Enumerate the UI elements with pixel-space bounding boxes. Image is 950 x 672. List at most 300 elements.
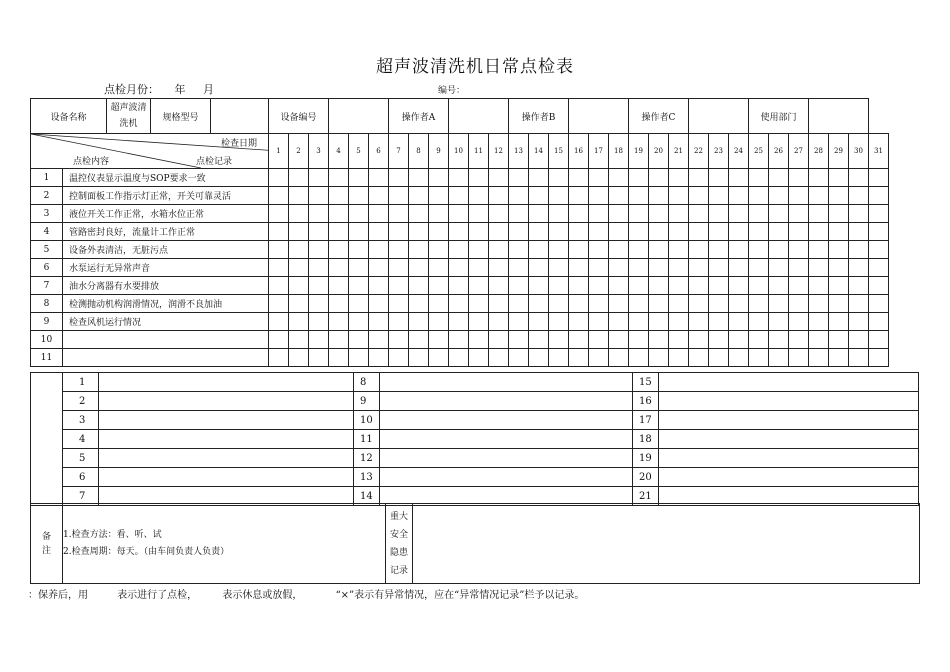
check-cell[interactable] (829, 313, 849, 331)
check-cell[interactable] (289, 331, 309, 349)
check-cell[interactable] (469, 259, 489, 277)
operator-c-value[interactable] (689, 99, 749, 134)
check-cell[interactable] (549, 313, 569, 331)
check-cell[interactable] (349, 349, 369, 367)
check-cell[interactable] (869, 313, 889, 331)
check-cell[interactable] (509, 277, 529, 295)
check-cell[interactable] (729, 295, 749, 313)
check-cell[interactable] (309, 331, 329, 349)
abnormal-record-cell[interactable] (99, 430, 354, 449)
check-cell[interactable] (649, 241, 669, 259)
check-cell[interactable] (649, 205, 669, 223)
check-cell[interactable] (669, 349, 689, 367)
check-cell[interactable] (409, 223, 429, 241)
abnormal-record-cell[interactable] (99, 373, 354, 392)
check-cell[interactable] (729, 313, 749, 331)
check-cell[interactable] (589, 331, 609, 349)
check-cell[interactable] (529, 331, 549, 349)
check-cell[interactable] (529, 295, 549, 313)
check-cell[interactable] (609, 349, 629, 367)
check-cell[interactable] (769, 205, 789, 223)
check-cell[interactable] (469, 223, 489, 241)
check-cell[interactable] (649, 259, 669, 277)
dept-value[interactable] (809, 99, 869, 134)
check-cell[interactable] (349, 205, 369, 223)
check-cell[interactable] (809, 331, 829, 349)
check-cell[interactable] (849, 313, 869, 331)
check-cell[interactable] (389, 205, 409, 223)
check-cell[interactable] (309, 205, 329, 223)
check-cell[interactable] (629, 313, 649, 331)
abnormal-record-cell[interactable] (380, 411, 633, 430)
check-cell[interactable] (389, 223, 409, 241)
check-cell[interactable] (489, 295, 509, 313)
check-cell[interactable] (549, 277, 569, 295)
check-cell[interactable] (269, 205, 289, 223)
abnormal-record-cell[interactable] (380, 468, 633, 487)
check-cell[interactable] (509, 259, 529, 277)
check-cell[interactable] (409, 313, 429, 331)
check-cell[interactable] (809, 295, 829, 313)
check-cell[interactable] (689, 205, 709, 223)
check-cell[interactable] (309, 223, 329, 241)
check-cell[interactable] (309, 259, 329, 277)
check-cell[interactable] (549, 295, 569, 313)
check-cell[interactable] (269, 187, 289, 205)
check-cell[interactable] (509, 331, 529, 349)
abnormal-record-cell[interactable] (99, 411, 354, 430)
check-cell[interactable] (449, 295, 469, 313)
check-cell[interactable] (649, 277, 669, 295)
check-cell[interactable] (689, 277, 709, 295)
check-cell[interactable] (569, 313, 589, 331)
check-cell[interactable] (369, 241, 389, 259)
check-cell[interactable] (629, 223, 649, 241)
check-cell[interactable] (369, 295, 389, 313)
check-cell[interactable] (269, 277, 289, 295)
check-cell[interactable] (569, 169, 589, 187)
check-cell[interactable] (829, 241, 849, 259)
check-cell[interactable] (849, 331, 869, 349)
check-cell[interactable] (369, 331, 389, 349)
check-cell[interactable] (589, 313, 609, 331)
check-cell[interactable] (449, 313, 469, 331)
check-cell[interactable] (329, 187, 349, 205)
check-cell[interactable] (849, 187, 869, 205)
check-cell[interactable] (769, 277, 789, 295)
check-cell[interactable] (669, 259, 689, 277)
check-cell[interactable] (489, 277, 509, 295)
check-cell[interactable] (449, 331, 469, 349)
check-cell[interactable] (289, 241, 309, 259)
check-cell[interactable] (829, 169, 849, 187)
check-cell[interactable] (589, 259, 609, 277)
check-cell[interactable] (669, 187, 689, 205)
check-cell[interactable] (869, 277, 889, 295)
check-cell[interactable] (669, 223, 689, 241)
check-cell[interactable] (469, 187, 489, 205)
check-cell[interactable] (729, 187, 749, 205)
check-cell[interactable] (389, 259, 409, 277)
check-cell[interactable] (349, 277, 369, 295)
check-cell[interactable] (289, 223, 309, 241)
check-cell[interactable] (829, 349, 849, 367)
check-cell[interactable] (529, 259, 549, 277)
check-cell[interactable] (849, 169, 869, 187)
check-cell[interactable] (749, 169, 769, 187)
check-cell[interactable] (489, 241, 509, 259)
check-cell[interactable] (709, 313, 729, 331)
check-cell[interactable] (809, 187, 829, 205)
check-cell[interactable] (389, 295, 409, 313)
check-cell[interactable] (529, 187, 549, 205)
check-cell[interactable] (469, 295, 489, 313)
check-cell[interactable] (789, 169, 809, 187)
check-cell[interactable] (669, 295, 689, 313)
check-cell[interactable] (329, 169, 349, 187)
check-cell[interactable] (589, 241, 609, 259)
check-cell[interactable] (749, 277, 769, 295)
check-cell[interactable] (569, 223, 589, 241)
check-cell[interactable] (569, 349, 589, 367)
check-cell[interactable] (509, 187, 529, 205)
check-cell[interactable] (729, 169, 749, 187)
check-cell[interactable] (769, 169, 789, 187)
check-cell[interactable] (849, 277, 869, 295)
check-cell[interactable] (349, 187, 369, 205)
check-cell[interactable] (649, 223, 669, 241)
abnormal-record-cell[interactable] (659, 373, 919, 392)
check-cell[interactable] (869, 241, 889, 259)
abnormal-record-cell[interactable] (380, 430, 633, 449)
check-cell[interactable] (549, 205, 569, 223)
check-cell[interactable] (689, 349, 709, 367)
check-cell[interactable] (549, 241, 569, 259)
check-cell[interactable] (809, 241, 829, 259)
check-cell[interactable] (769, 241, 789, 259)
check-cell[interactable] (709, 277, 729, 295)
check-cell[interactable] (769, 349, 789, 367)
check-cell[interactable] (689, 259, 709, 277)
check-cell[interactable] (509, 169, 529, 187)
check-cell[interactable] (569, 331, 589, 349)
check-cell[interactable] (609, 331, 629, 349)
check-cell[interactable] (289, 187, 309, 205)
check-cell[interactable] (309, 295, 329, 313)
check-cell[interactable] (429, 169, 449, 187)
check-cell[interactable] (569, 241, 589, 259)
check-cell[interactable] (769, 259, 789, 277)
check-cell[interactable] (349, 169, 369, 187)
check-cell[interactable] (849, 349, 869, 367)
check-cell[interactable] (849, 223, 869, 241)
check-cell[interactable] (729, 349, 749, 367)
check-cell[interactable] (489, 313, 509, 331)
check-cell[interactable] (569, 295, 589, 313)
check-cell[interactable] (389, 187, 409, 205)
check-cell[interactable] (489, 205, 509, 223)
check-cell[interactable] (289, 205, 309, 223)
check-cell[interactable] (529, 223, 549, 241)
check-cell[interactable] (529, 349, 549, 367)
check-cell[interactable] (429, 187, 449, 205)
check-cell[interactable] (329, 223, 349, 241)
check-cell[interactable] (329, 259, 349, 277)
check-cell[interactable] (769, 187, 789, 205)
check-cell[interactable] (629, 331, 649, 349)
check-cell[interactable] (649, 187, 669, 205)
check-cell[interactable] (609, 205, 629, 223)
check-cell[interactable] (609, 169, 629, 187)
check-cell[interactable] (269, 259, 289, 277)
check-cell[interactable] (589, 205, 609, 223)
check-cell[interactable] (869, 331, 889, 349)
check-cell[interactable] (329, 205, 349, 223)
check-cell[interactable] (789, 295, 809, 313)
check-cell[interactable] (689, 331, 709, 349)
check-cell[interactable] (669, 241, 689, 259)
check-cell[interactable] (829, 205, 849, 223)
check-cell[interactable] (489, 223, 509, 241)
abnormal-record-cell[interactable] (99, 392, 354, 411)
check-cell[interactable] (469, 169, 489, 187)
check-cell[interactable] (689, 313, 709, 331)
check-cell[interactable] (349, 331, 369, 349)
check-cell[interactable] (549, 331, 569, 349)
check-cell[interactable] (409, 187, 429, 205)
check-cell[interactable] (609, 223, 629, 241)
check-cell[interactable] (869, 223, 889, 241)
check-cell[interactable] (609, 241, 629, 259)
check-cell[interactable] (509, 313, 529, 331)
check-cell[interactable] (389, 169, 409, 187)
check-cell[interactable] (489, 169, 509, 187)
check-cell[interactable] (309, 241, 329, 259)
check-cell[interactable] (729, 331, 749, 349)
check-cell[interactable] (709, 331, 729, 349)
check-cell[interactable] (369, 223, 389, 241)
check-cell[interactable] (749, 295, 769, 313)
check-cell[interactable] (509, 205, 529, 223)
check-cell[interactable] (389, 241, 409, 259)
check-cell[interactable] (629, 349, 649, 367)
check-cell[interactable] (829, 277, 849, 295)
operator-b-value[interactable] (569, 99, 629, 134)
check-cell[interactable] (749, 241, 769, 259)
check-cell[interactable] (749, 187, 769, 205)
check-cell[interactable] (589, 295, 609, 313)
check-cell[interactable] (349, 241, 369, 259)
check-cell[interactable] (869, 187, 889, 205)
check-cell[interactable] (409, 169, 429, 187)
check-cell[interactable] (269, 313, 289, 331)
check-cell[interactable] (789, 223, 809, 241)
check-cell[interactable] (429, 349, 449, 367)
check-cell[interactable] (789, 187, 809, 205)
check-cell[interactable] (809, 223, 829, 241)
check-cell[interactable] (669, 331, 689, 349)
check-cell[interactable] (569, 187, 589, 205)
check-cell[interactable] (409, 241, 429, 259)
check-cell[interactable] (489, 187, 509, 205)
equip-no-value[interactable] (329, 99, 389, 134)
abnormal-record-cell[interactable] (380, 373, 633, 392)
check-cell[interactable] (409, 259, 429, 277)
check-cell[interactable] (289, 295, 309, 313)
check-cell[interactable] (269, 349, 289, 367)
check-cell[interactable] (609, 277, 629, 295)
check-cell[interactable] (349, 259, 369, 277)
operator-a-value[interactable] (449, 99, 509, 134)
check-cell[interactable] (449, 223, 469, 241)
check-cell[interactable] (709, 349, 729, 367)
check-cell[interactable] (809, 205, 829, 223)
check-cell[interactable] (729, 277, 749, 295)
abnormal-record-cell[interactable] (99, 468, 354, 487)
check-cell[interactable] (449, 241, 469, 259)
check-cell[interactable] (329, 349, 349, 367)
check-cell[interactable] (709, 205, 729, 223)
check-cell[interactable] (409, 205, 429, 223)
check-cell[interactable] (389, 331, 409, 349)
check-cell[interactable] (509, 223, 529, 241)
check-cell[interactable] (709, 169, 729, 187)
check-cell[interactable] (309, 349, 329, 367)
check-cell[interactable] (409, 277, 429, 295)
check-cell[interactable] (429, 277, 449, 295)
check-cell[interactable] (589, 169, 609, 187)
major-hazard-record[interactable] (413, 504, 920, 584)
check-cell[interactable] (369, 187, 389, 205)
check-cell[interactable] (669, 169, 689, 187)
check-cell[interactable] (509, 295, 529, 313)
check-cell[interactable] (329, 277, 349, 295)
check-cell[interactable] (529, 277, 549, 295)
check-cell[interactable] (629, 205, 649, 223)
check-cell[interactable] (409, 331, 429, 349)
check-cell[interactable] (689, 187, 709, 205)
check-cell[interactable] (749, 223, 769, 241)
check-cell[interactable] (769, 313, 789, 331)
check-cell[interactable] (369, 349, 389, 367)
check-cell[interactable] (749, 205, 769, 223)
check-cell[interactable] (689, 295, 709, 313)
check-cell[interactable] (309, 277, 329, 295)
check-cell[interactable] (269, 331, 289, 349)
abnormal-record-cell[interactable] (99, 449, 354, 468)
check-cell[interactable] (569, 277, 589, 295)
check-cell[interactable] (549, 259, 569, 277)
check-cell[interactable] (709, 259, 729, 277)
check-cell[interactable] (469, 313, 489, 331)
check-cell[interactable] (449, 169, 469, 187)
check-cell[interactable] (789, 349, 809, 367)
check-cell[interactable] (649, 349, 669, 367)
check-cell[interactable] (789, 277, 809, 295)
check-cell[interactable] (429, 313, 449, 331)
check-cell[interactable] (629, 187, 649, 205)
check-cell[interactable] (849, 259, 869, 277)
check-cell[interactable] (289, 313, 309, 331)
check-cell[interactable] (489, 259, 509, 277)
check-cell[interactable] (529, 205, 549, 223)
check-cell[interactable] (569, 259, 589, 277)
check-cell[interactable] (869, 259, 889, 277)
check-cell[interactable] (589, 187, 609, 205)
check-cell[interactable] (749, 349, 769, 367)
check-cell[interactable] (669, 277, 689, 295)
check-cell[interactable] (769, 223, 789, 241)
check-cell[interactable] (469, 349, 489, 367)
check-cell[interactable] (429, 223, 449, 241)
check-cell[interactable] (729, 259, 749, 277)
check-cell[interactable] (709, 187, 729, 205)
check-cell[interactable] (729, 205, 749, 223)
abnormal-record-cell[interactable] (659, 449, 919, 468)
check-cell[interactable] (289, 259, 309, 277)
check-cell[interactable] (589, 349, 609, 367)
check-cell[interactable] (789, 313, 809, 331)
check-cell[interactable] (269, 241, 289, 259)
check-cell[interactable] (849, 205, 869, 223)
check-cell[interactable] (289, 169, 309, 187)
check-cell[interactable] (709, 223, 729, 241)
check-cell[interactable] (449, 349, 469, 367)
check-cell[interactable] (569, 205, 589, 223)
check-cell[interactable] (769, 331, 789, 349)
check-cell[interactable] (389, 313, 409, 331)
abnormal-record-cell[interactable] (659, 430, 919, 449)
check-cell[interactable] (429, 295, 449, 313)
check-cell[interactable] (429, 259, 449, 277)
check-cell[interactable] (529, 313, 549, 331)
check-cell[interactable] (669, 205, 689, 223)
check-cell[interactable] (689, 223, 709, 241)
check-cell[interactable] (329, 295, 349, 313)
check-cell[interactable] (769, 295, 789, 313)
check-cell[interactable] (729, 223, 749, 241)
check-cell[interactable] (669, 313, 689, 331)
check-cell[interactable] (429, 241, 449, 259)
check-cell[interactable] (629, 241, 649, 259)
check-cell[interactable] (649, 313, 669, 331)
check-cell[interactable] (269, 169, 289, 187)
check-cell[interactable] (449, 277, 469, 295)
check-cell[interactable] (709, 241, 729, 259)
check-cell[interactable] (389, 277, 409, 295)
check-cell[interactable] (269, 295, 289, 313)
check-cell[interactable] (609, 187, 629, 205)
check-cell[interactable] (809, 259, 829, 277)
check-cell[interactable] (629, 169, 649, 187)
check-cell[interactable] (609, 313, 629, 331)
check-cell[interactable] (589, 223, 609, 241)
check-cell[interactable] (809, 349, 829, 367)
check-cell[interactable] (349, 223, 369, 241)
check-cell[interactable] (689, 169, 709, 187)
check-cell[interactable] (489, 349, 509, 367)
check-cell[interactable] (789, 259, 809, 277)
check-cell[interactable] (609, 295, 629, 313)
check-cell[interactable] (869, 169, 889, 187)
check-cell[interactable] (869, 205, 889, 223)
check-cell[interactable] (329, 331, 349, 349)
check-cell[interactable] (849, 295, 869, 313)
check-cell[interactable] (869, 295, 889, 313)
check-cell[interactable] (349, 295, 369, 313)
check-cell[interactable] (289, 349, 309, 367)
check-cell[interactable] (829, 295, 849, 313)
